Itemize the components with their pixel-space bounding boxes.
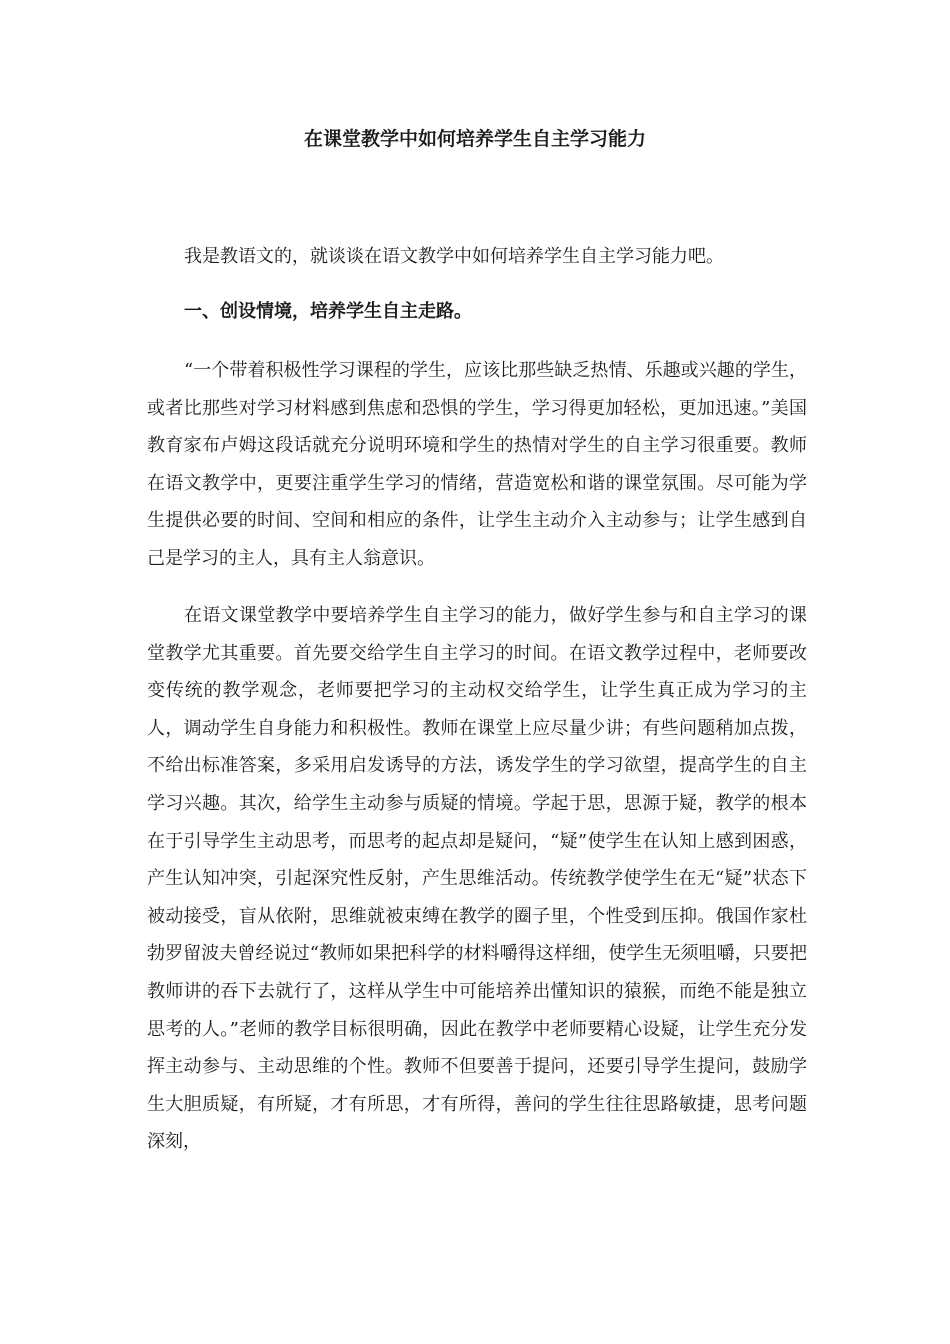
body-paragraph-1: “一个带着积极性学习课程的学生，应该比那些缺乏热情、乐趣或兴趣的学生，或者比那些对学习材料感到焦虑和恐惧的学生，学习得更加轻松，更加迅速。”美国教育家布卢姆这段话就充分说明环境和学生的热情对学生的自主学习很重要。教师在语文教学中，更要注重学生学习的情绪，营造宽松和谐的课堂氛围。尽可能为学生提供必要的时间、空间和相应的条件，让学生主动介入主动参与；让学生感到自己是学习的主人，具有主人翁意识。 (147, 360, 807, 569)
section-heading: 一、创设情境，培养学生自主走路。 (184, 301, 472, 322)
body-paragraph-2: 在语文课堂教学中要培养学生自主学习的能力，做好学生参与和自主学习的课堂教学尤其重要。首先要交给学生自主学习的时间。在语文教学过程中，老师要改变传统的教学观念，老师要把学习的主动权交给学生，让学生真正成为学习的主人，调动学生自身能力和积极性。教师在课堂上应尽量少讲；有些问题稍加点拨，不给出标准答案，多采用启发诱导的方法，诱发学生的学习欲望，提高学生的自主学习兴趣。其次，给学生主动参与质疑的情境。学起于思，思源于疑，教学的根本在于引导学生主动思考，而思考的起点却是疑问，“疑”使学生在认知上感到困惑，产生认知冲突，引起深究性反射，产生思维活动。传统教学使学生在无“疑”状态下被动接受，盲从依附，思维就被束缚在教学的圈子里，个性受到压抑。俄国作家杜勃罗留波夫曾经说过“教师如果把科学的材料嚼得这样细，使学生无须咀嚼，只要把教师讲的吞下去就行了，这样从学生中可能培养出懂知识的猿猴，而绝不能是独立思考的人。”老师的教学目标很明确，因此在教学中老师要精心设疑，让学生充分发挥主动参与、主动思维的个性。教师不但要善于提问，还要引导学生提问，鼓励学生大胆质疑，有所疑，才有所思，才有所得，善问的学生往往思路敏捷，思考问题深刻， (147, 605, 807, 1153)
intro-paragraph: 我是教语文的，就谈谈在语文教学中如何培养学生自主学习能力吧。 (184, 246, 724, 267)
page-title: 在课堂教学中如何培养学生自主学习能力 (303, 128, 646, 150)
